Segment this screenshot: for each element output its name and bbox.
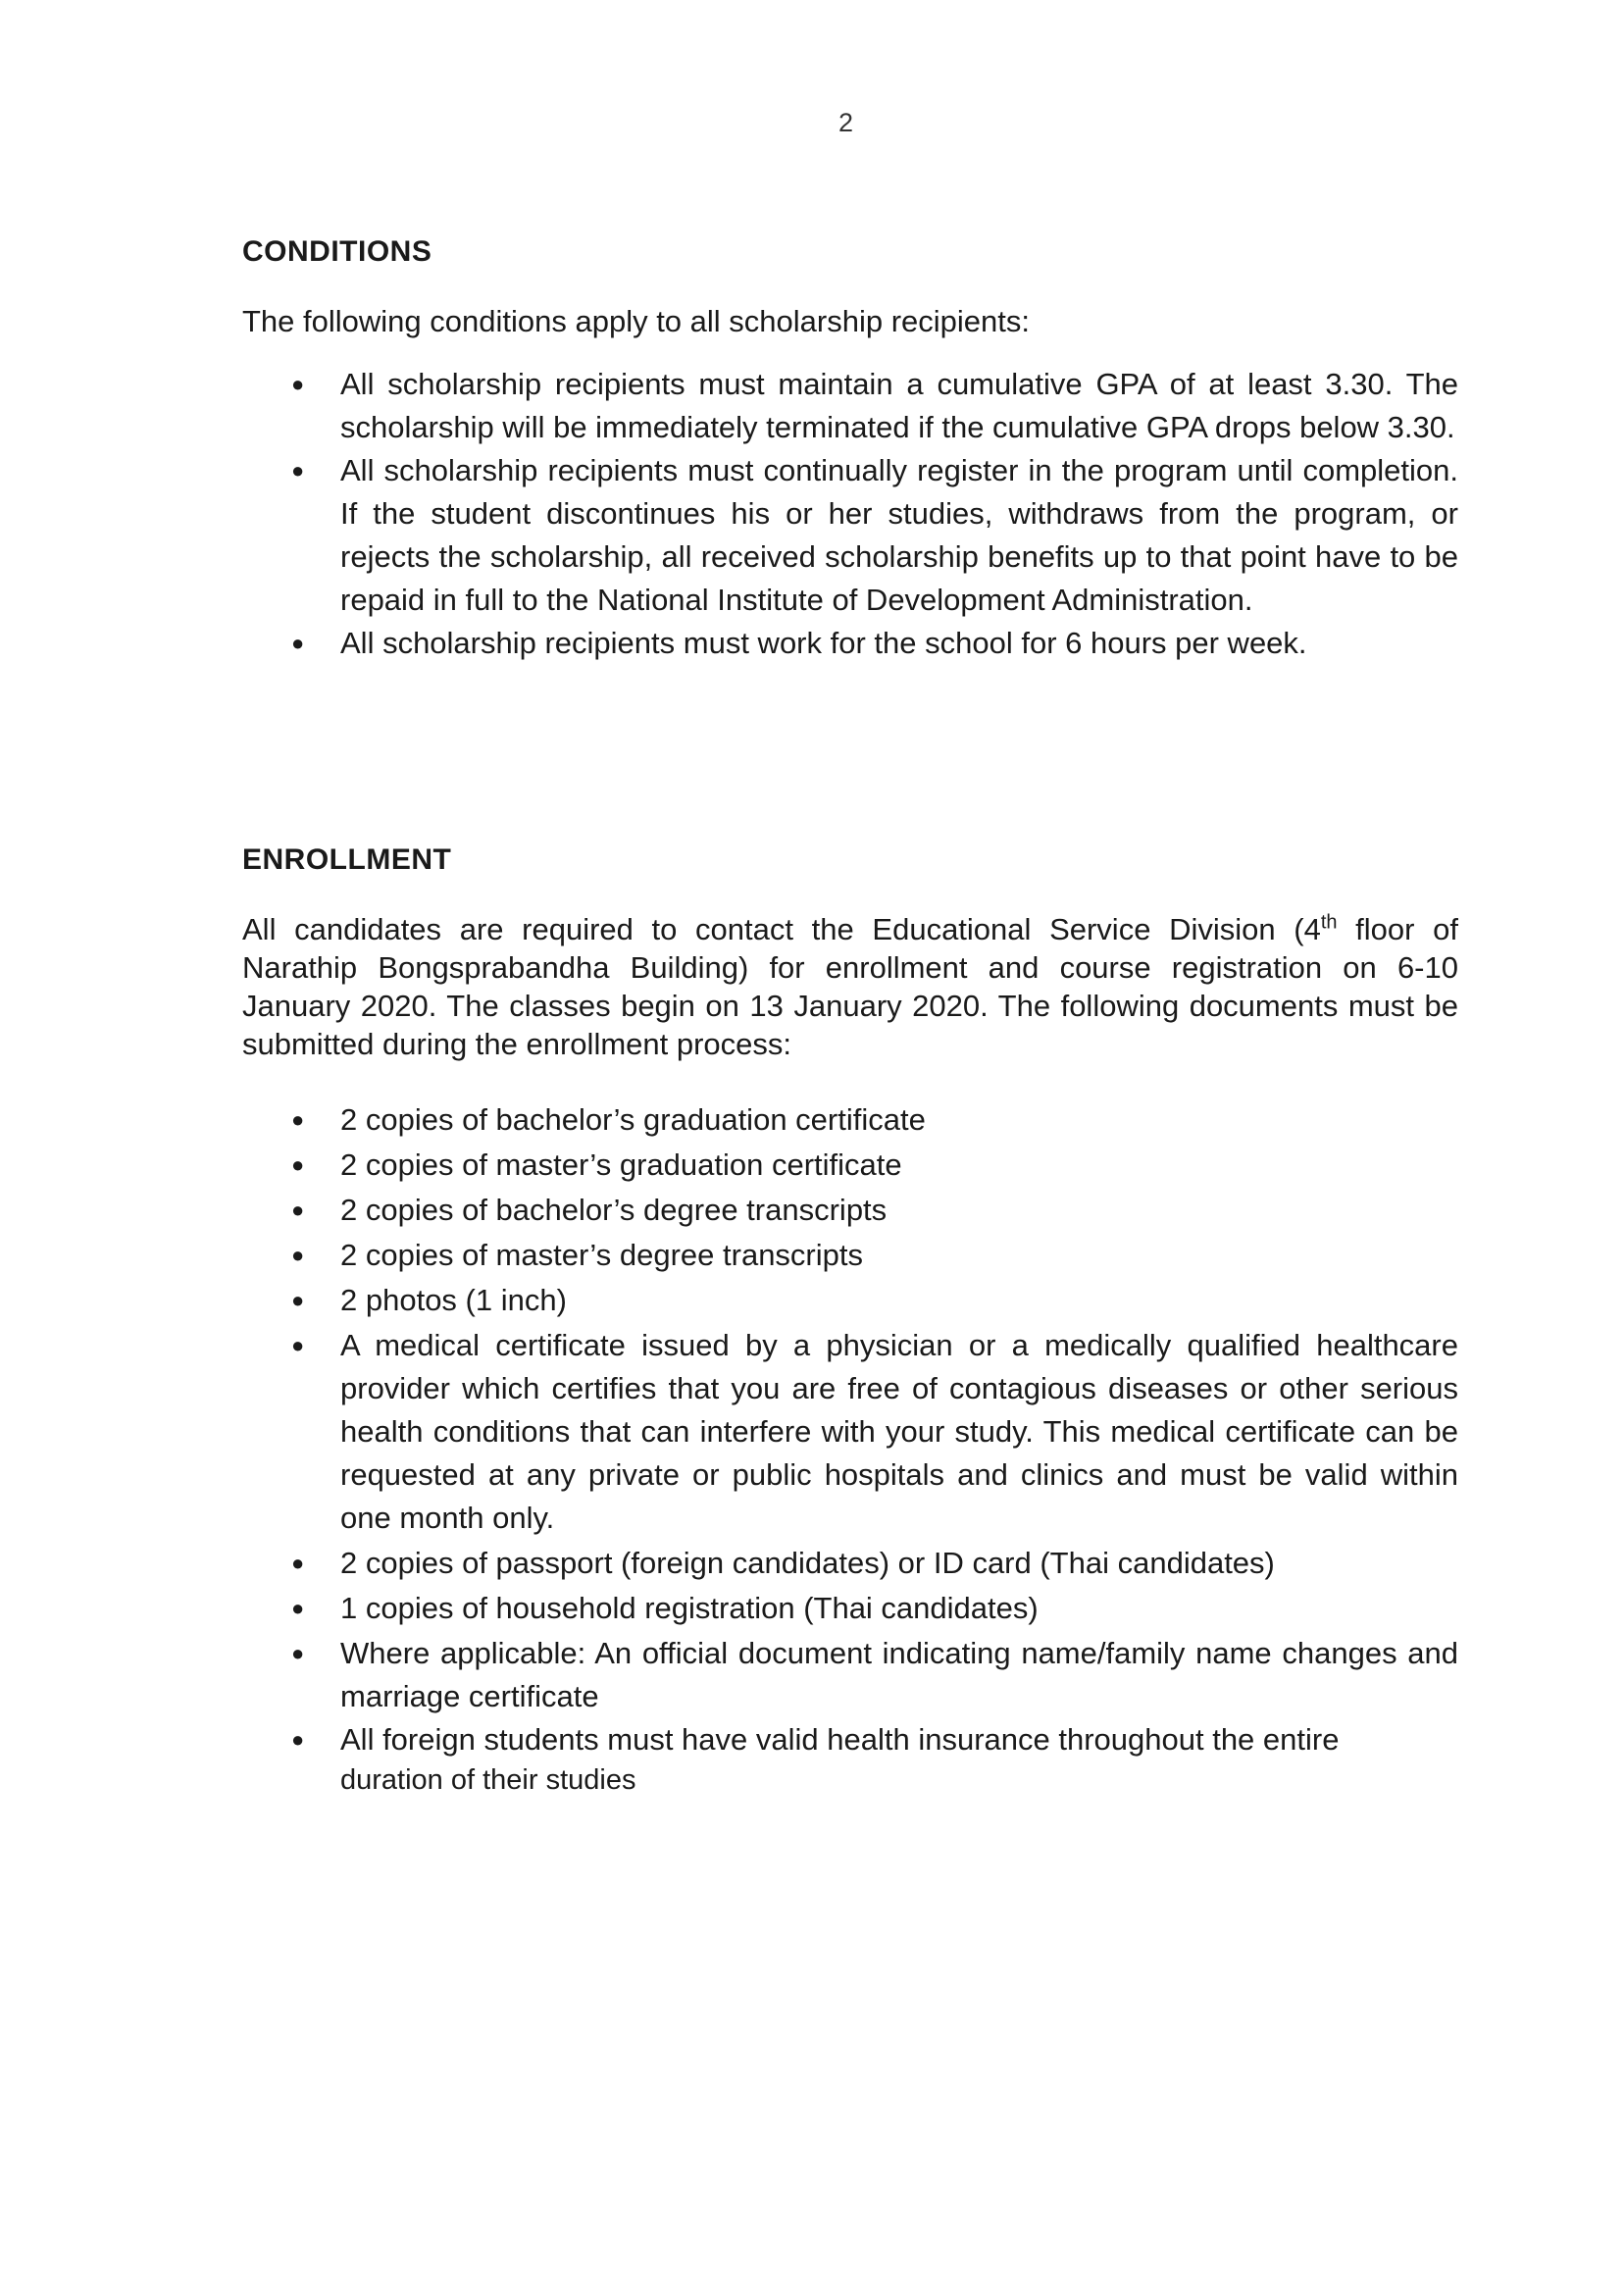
- list-item: [242, 622, 1458, 665]
- bullet-icon: ●: [291, 1107, 305, 1132]
- conditions-heading: CONDITIONS: [242, 235, 432, 268]
- list-item: [242, 1632, 1458, 1718]
- list-item-text: A medical certificate issued by a physician or a medically qualified healthcare provider which certifies that you are free of contagious diseases or other serious health conditions that can interfere with your study. This medical certificate can be requested at any private or public hospitals and clinics and must be valid within one month only.: [340, 1328, 1458, 1535]
- list-item: [242, 1189, 1458, 1232]
- page-number: 2: [837, 108, 854, 137]
- ordinal-suffix: th: [1320, 911, 1338, 934]
- list-item-text: 2 copies of bachelor’s graduation certificate: [340, 1102, 926, 1137]
- bullet-icon: ●: [291, 1288, 305, 1312]
- conditions-intro: The following conditions apply to all scholarship recipients:: [242, 304, 1030, 338]
- enrollment-intro-start: All candidates are required to contact the Educational Service Division (4: [242, 912, 1321, 946]
- list-item-text: All scholarship recipients must work for the school for 6 hours per week.: [340, 626, 1307, 660]
- list-item: [242, 363, 1458, 449]
- list-item-text-continued: duration of their studies: [340, 1764, 636, 1796]
- list-item: [242, 1234, 1458, 1277]
- list-item: [242, 1542, 1458, 1585]
- bullet-icon: ●: [291, 1152, 305, 1177]
- list-item: [242, 449, 1458, 622]
- list-item-text: All scholarship recipients must maintain a cumulative GPA of at least 3.30. The scholarship will be immediately terminated if the cumulative GPA drops below 3.30.: [340, 367, 1458, 444]
- bullet-icon: ●: [291, 1333, 305, 1357]
- list-item: [242, 1279, 1458, 1322]
- list-item-text: All scholarship recipients must continually register in the program until completion. If the student discontinues his or her studies, withdraws from the program, or rejects the scholarship, all received scholarship benefits up to that point have to be repaid in full to the National Institute of Development Administration.: [340, 453, 1458, 617]
- list-item-text: Where applicable: An official document indicating name/family name changes and marriage certificate: [340, 1636, 1458, 1713]
- list-item: [242, 1587, 1458, 1630]
- bullet-icon: ●: [291, 631, 305, 655]
- list-item-text: 2 photos (1 inch): [340, 1283, 567, 1317]
- list-item: [242, 1144, 1458, 1187]
- enrollment-heading: ENROLLMENT: [242, 843, 452, 876]
- list-item: [242, 1720, 1458, 1800]
- bullet-icon: ●: [291, 458, 305, 483]
- enrollment-intro-end: floor of Narathip Bongsprabandha Building) for enrollment and course registration on 6-10 January 2020. The classes begin on 13 January 2020. The following documents must be submitted during the enrollment process:: [242, 912, 1458, 1061]
- bullet-icon: ●: [291, 1551, 305, 1575]
- bullet-icon: ●: [291, 1641, 305, 1665]
- conditions-list: [242, 363, 1458, 665]
- list-item-text: All foreign students must have valid health insurance throughout the entire: [340, 1722, 1340, 1757]
- list-item-text: 2 copies of bachelor’s degree transcripts: [340, 1193, 888, 1227]
- bullet-icon: ●: [291, 1596, 305, 1620]
- bullet-icon: ●: [291, 372, 305, 396]
- bullet-icon: ●: [291, 1198, 305, 1222]
- bullet-icon: ●: [291, 1243, 305, 1267]
- list-item: [242, 1324, 1458, 1540]
- bullet-icon: ●: [291, 1727, 305, 1752]
- documents-list: [242, 1098, 1458, 1800]
- enrollment-section: [242, 843, 1458, 1802]
- list-item-text: 2 copies of master’s degree transcripts: [340, 1238, 863, 1272]
- conditions-section: [242, 235, 1458, 665]
- list-item-text: 2 copies of master’s graduation certificate: [340, 1147, 902, 1182]
- list-item-text: 1 copies of household registration (Thai candidates): [340, 1591, 1039, 1625]
- list-item: [242, 1098, 1458, 1142]
- list-item-text: 2 copies of passport (foreign candidates) or ID card (Thai candidates): [340, 1546, 1275, 1580]
- enrollment-intro: [242, 910, 1458, 1063]
